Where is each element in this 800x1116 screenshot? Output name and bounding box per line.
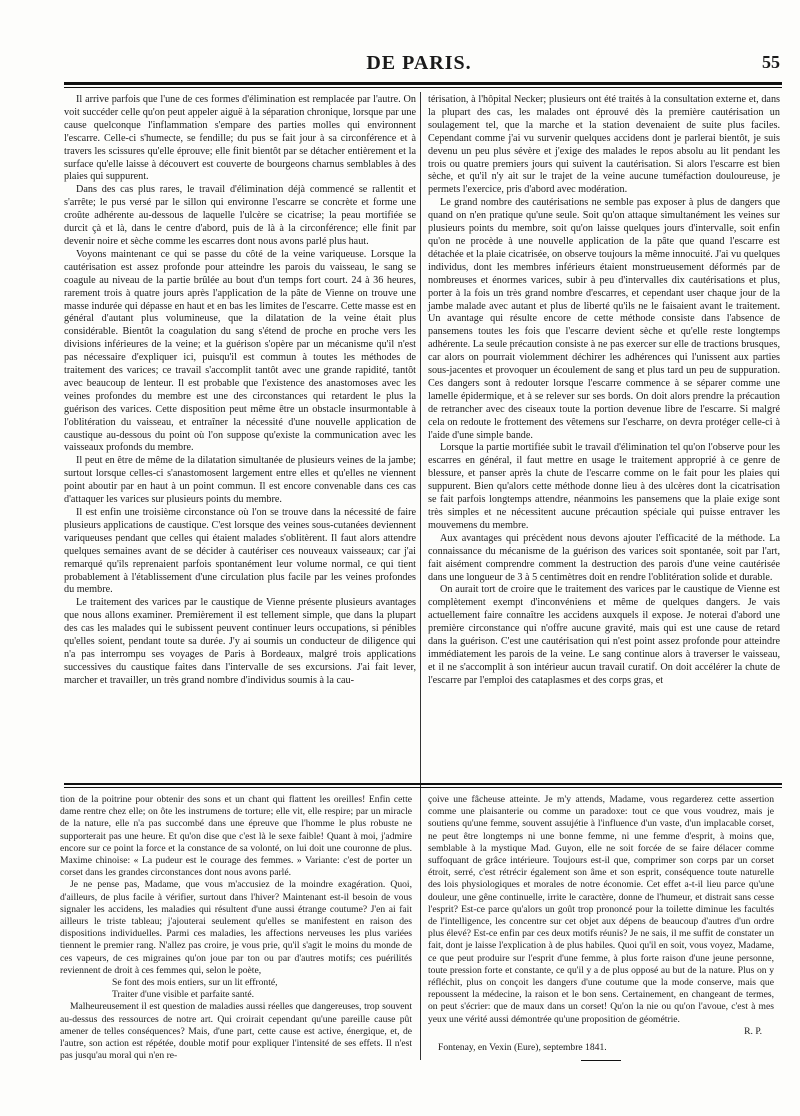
verse-line: Se font des mois entiers, sur un lit effronté, xyxy=(112,977,278,989)
header-rule-thin xyxy=(64,87,782,88)
feuilleton-paragraph: Je ne pense pas, Madame, que vous m'accusiez de la moindre exagération. Quoi, d'ailleurs, de plus facile à vérifier, surtout dans l'hiver? Maintenant est-il besoin de vous signaler les accidens, les maladies qui résultent d'une aussi étrange coutume? J'en ai fait ailleurs le triste tableau; j'ajouterai seulement qu'elles se manifestent en raison des dispositions individuelles. Parmi ces maladies, les affections nerveuses les plus variées tiennent le premier rang. N'allez pas croire, je vous prie, qu'il s'agit le moins du monde de ces vapeurs, de ces migraines qu'on joue par ton ou par d'autres motifs; ces puérilités reviennent de droit à ces femmes qui, selon le poète, xyxy=(60,879,412,976)
feuilleton-paragraph: Malheureusement il est question de maladies aussi réelles que dangereuses, trop souvent au-dessus des ressources de notre art. Qui croirait cependant qu'une pareille cause pût amener de telles conséquences? Mais, d'une part, cette cause est active, énergique, et, de l'autre, son action est répétée, double motif pour expliquer l'intensité de ses effets. Il n'est pas jusqu'au moral qui n'en re- xyxy=(60,1001,412,1062)
feuilleton-rule-thin xyxy=(64,787,782,788)
end-rule xyxy=(581,1060,621,1061)
paragraph: Il est enfin une troisième circonstance où l'on se trouve dans la nécessité de faire plusieurs applications de caustique. C'est lorsque des veines sous-cutanées deviennent variqueuses pendant que celles qui étaient malades s'oblitèrent. Il faut alors attendre quelques semaines avant de se décider à cautériser ces nouveaux vaisseaux; car j'ai remarqué qu'ils reprenaient parfois spontanément leur volume normal, ce qui tient probablement à l'établissement d'une circulation plus facile par les veines profondes du membre. xyxy=(64,507,416,596)
signature-initials: R. P. xyxy=(744,1025,762,1037)
left-column xyxy=(64,94,416,688)
paragraph: On aurait tort de croire que le traitement des varices par le caustique de Vienne est complètement exempt d'inconvéniens et même de quelques dangers. Je vais actuellement faire connaître les accidens auxquels il expose. Je noterai d'abord une première circonstance qui n'offre aucune gravité, mais qui est une cause de retard dans la guérison. C'est une cautérisation qui n'est point assez profonde pour atteindre immédiatement les parois de la veine. Le sang continue alors à traverser le vaisseau, et il ne s'accomplit à son intérieur aucun travail curatif. On doit accélérer la chute de l'escarre par l'emploi des cataplasmes et des corps gras, et xyxy=(428,584,780,686)
paragraph: térisation, à l'hôpital Necker; plusieurs ont été traités à la consultation externe et, dans la plupart des cas, les malades ont éprouvé dès la première cautérisation un soulagement tel, que la marche et la station devenaient de suite plus faciles. Cependant comme j'ai vu survenir quelques accidens dont je parlerai bientôt, je suis devenu un peu plus sévère et j'exige des malades le repos absolu au lit pendant les trois ou quatre premiers jours qui suivent la cautérisation. Si alors l'escarre est bien sèche, et qu'il n'y ait sur le trajet de la veine aucune tuméfaction douloureuse, je permets l'exercice, pris d'abord avec modération. xyxy=(428,94,780,196)
paragraph: Il peut en être de même de la dilatation simultanée de plusieurs veines de la jambe; surtout lorsque celles-ci s'anastomosent largement entre elles et qu'elles ne viennent point aboutir par en haut à un point commun. Il est encore convenable dans ces cas d'attaquer les varices sur plusieurs points du membre. xyxy=(64,455,416,506)
verse-line: Traiter d'une visible et parfaite santé. xyxy=(112,989,255,1001)
page-title: DE PARIS. xyxy=(366,52,472,74)
feuilleton-left-column xyxy=(60,794,412,1062)
feuilleton-paragraph: çoive une fâcheuse atteinte. Je m'y attends, Madame, vous regarderez cette assertion comme une plaisanterie ou comme un paradoxe: tout ce que vous voudrez, mais je soutiens qu'une femme, souvent assujétie à l'influence d'un vaste, d'un implacable corset, ne peut être longtemps ni une bonne femme, ni une femme d'esprit, à moins que, semblable à la mystique Mad. Guyon, elle ne soit forcée de se faire délacer comme suffoquant de grâce intérieure. Toujours est-il que, comprimer son corps par un corset étroit, serré, c'est rétrécir également son âme et son esprit, conséquence toute naturelle des lois physiologiques et morales de notre économie. Cet effet a-t-il lieu parce qu'une douleur, une gêne continuelle, irrite le caractère, donne de l'humeur, et distrait sans cesse l'esprit? Est-ce parce qu'alors un goût trop prononcé pour la toilette diminue les facultés de l'intelligence, les concentre sur cet objet aux dépens de beaucoup d'autres d'un ordre plus élevé? Est-ce enfin par ces deux motifs réunis? Je ne sais, il me suffit de constater un fait, dont je laisse l'explication à de plus habiles. Quoi qu'il en soit, vous voyez, Madame, ce que peut produire sur l'esprit d'une femme, à plus forte raison d'une jeune personne, toute pression forte et constante, ce qu'il y a de plus opposé au but de la nature. Plus on y réfléchit, plus on conçoit les dangers d'une coutume que la mode conserve, mais que repoussent la médecine, la raison et le bon sens. Certainement, en changeant de termes, on peut s'écrier: que de maux dans un corset! Qu'on la nie ou qu'on l'avoue, c'est à mes yeux une vérité aussi démontrée qu'une proposition de géométrie. xyxy=(428,794,774,1025)
paragraph: Lorsque la partie mortifiée subit le travail d'élimination tel qu'on l'observe pour les escarres en général, il faut mettre en usage le traitement approprié à ce genre de blessure, et panser après la chute de l'escarre comme on le fait pour les plaies qui suppurent. Bien qu'alors cette méthode donne lieu à des ulcères dont la cicatrisation se fait parfois longtemps attendre, néanmoins les pansemens que la plaie exige sont très simples et ne nécessitent aucune précaution spéciale qui puisse entraver les mouvemens du membre. xyxy=(428,442,780,531)
feuilleton-rule xyxy=(64,783,782,785)
paragraph: Le grand nombre des cautérisations ne semble pas exposer à plus de dangers que quand on n'en pratique qu'une seule. Soit qu'on attaque simultanément les veines sur plusieurs points du membre, soit qu'on laisse quelques jours d'intervalle, soit enfin qu'on ne procède à une nouvelle application de la pâte que quand l'escarre est détachée et la plaie cicatrisée, on observe toujours la même innocuité. J'ai vu quelques individus, dont les membres inférieurs étaient monstrueusement déformés par de nombreuses et énormes varices, subir à peu d'intervalles dix cautérisations et plus, porter à la fois un très grand nombre d'escarres, et cependant user chaque jour de la jambe malade avec autant et plus de liberté qu'ils ne le faisaient avant le traitement. Un avantage qui résulte encore de cette méthode consiste dans l'absence de pansemens toutes les fois que l'escarre devient sèche et qu'elle reste longtemps adhérente. La seule précaution consiste à ne pas exercer sur elle de tractions brusques, car alors on pourrait violemment déchirer les adhérences qui l'unissent aux parties sous-jacentes et provoquer un écoulement de sang et plus tard un peu de suppuration. Ces dangers sont à redouter lorsque l'escarre commence à se séparer comme une lamelle épidermique, et à se relever sur ses bords. On doit alors prendre la précaution de retrancher avec des ciseaux toute la portion devenue libre de l'escarre. Si malgré cela on redoute le frottement des vêtemens sur l'escharre, on devra protéger celle-ci à l'aide d'une simple bande. xyxy=(428,197,780,441)
feuilleton-divider xyxy=(420,792,421,1060)
paragraph: Voyons maintenant ce qui se passe du côté de la veine variqueuse. Lorsque la cautérisation est assez profonde pour atteindre les parois du vaisseau, le sang se coagule au niveau de la partie brûlée au bout d'un temps fort court. 24 à 36 heures, rarement trois à quatre jours après l'application de la pâte de Vienne on trouve une masse indurée qui dépasse en haut et en bas les limites de l'escarre. Cette masse est en général d'autant plus volumineuse, que la dilatation de la veine était plus considérable. Bientôt la coagulation du sang s'étend de proche en proche vers les divisions inférieures de la veine; et la guérison s'opère par un mécanisme qu'il n'est pas nécessaire d'expliquer ici, puisqu'il est commun à toutes les méthodes de traitement des varices; ce travail s'accomplit tantôt avec une grande rapidité, tantôt avec beaucoup de lenteur. Il est probable que l'existence des anastomoses avec les veines profondes du membre est une des circonstances qui retardent le plus la guérison des varices. Cette disposition peut même être un obstacle insurmontable à l'oblitération du vaisseau, et entraîner la nécessité d'une nouvelle application de caustique au-dessous du point où l'on suppose qu'existe la communication avec les vaisseaux profonds du membre. xyxy=(64,248,416,454)
page-header xyxy=(56,46,782,80)
paragraph: Le traitement des varices par le caustique de Vienne présente plusieurs avantages que nous allons examiner. Premièrement il est tellement simple, que dans la plupart des cas les malades qui le subissent peuvent continuer leurs occupations, si pénibles qu'elles soient, pendant toute sa durée. J'y ai soumis un conducteur de diligence qui n'a pas interrompu ses voyages de Paris à Bordeaux, malgré trois applications successives du caustique faites dans l'intervalle de ses excursions. J'ai fait lever, marcher et travailler, un très grand nombre d'individus soumis à la cau- xyxy=(64,597,416,686)
column-divider xyxy=(420,92,421,824)
paragraph: Dans des cas plus rares, le travail d'élimination déjà commencé se rallentit et s'arrête; le pus versé par le sillon qui environne l'escarre se concrète et forme une croûte adhérente au-dessous de laquelle l'ulcère se cicatrise; la peau mortifiée se durcit çà et là, dans le centre d'abord, puis de là à la circonférence; elle finit par devenir noire et sèche comme les escarres dont nous avons parlé plus haut. xyxy=(64,184,416,247)
signature-place-date: Fontenay, en Vexin (Eure), septembre 1841. xyxy=(438,1042,607,1054)
header-rule xyxy=(64,82,782,85)
feuilleton-right-column xyxy=(428,794,774,1061)
right-column xyxy=(428,94,780,688)
feuilleton-paragraph: tion de la poitrine pour obtenir des sons et un chant qui flattent les oreilles! Enfin cette dame rentre chez elle; on ôte les instrumens de torture; elle vit, elle respire; par un miracle de la nature, elle n'a pas succombé dans une épreuve que l'homme le plus robuste ne supporterait pas une heure. Et qu'on dise que c'est là le sexe faible! Quant à moi, j'admire encore sur ce point la force et la constance de sa volonté, on lui doit une couronne de plus. Maxime chinoise: « La pudeur est le courage des femmes. » Variante: c'est de porter un corset dans les grandes circonstances dont nous avons parlé. xyxy=(60,794,412,879)
paragraph: Aux avantages qui précèdent nous devons ajouter l'efficacité de la méthode. La connaissance du mécanisme de la guérison des varices soit spontanée, soit par l'art, fait aisément comprendre comment la destruction des parois d'une veine cautérisée dans une longueur de 3 à 5 centimètres doit en rendre l'oblitération solide et durable. xyxy=(428,532,780,583)
paragraph: Il arrive parfois que l'une de ces formes d'élimination est remplacée par l'autre. On voit succéder celle qu'on peut appeler aiguë à la séparation chronique, lorsque par une cause quelconque l'inflammation s'empare des parties molles qui environnent l'escarre. Celle-ci s'humecte, se fendille; du pus se fait jour à sa circonférence et à travers les scissures qu'elle éprouve; elle finit bientôt par se détacher entièrement et la surface qu'elle laisse à découvert est couverte de bourgeons charnus semblables à des plaies qui suppurent. xyxy=(64,94,416,183)
page-number: 55 xyxy=(762,52,780,72)
